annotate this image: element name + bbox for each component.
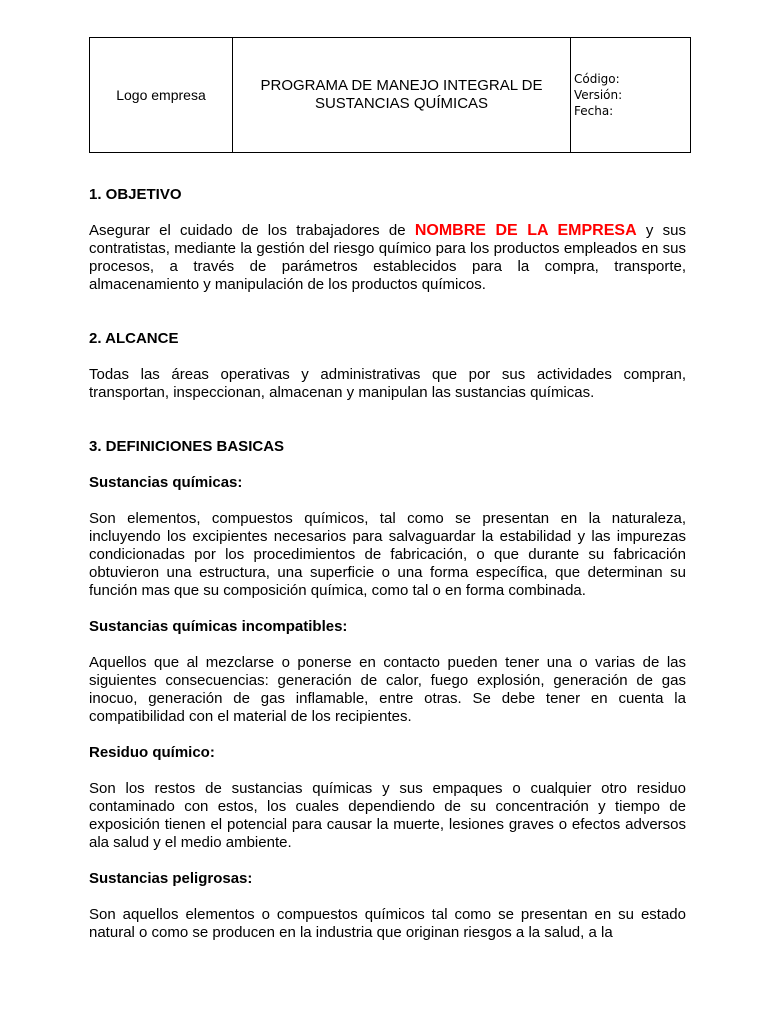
alcance-paragraph: Todas las áreas operativas y administrativas que por sus actividades compran, transportan, inspeccionan, almacenan y manipulan las sustancias químicas.: [89, 366, 686, 401]
document-page: [89, 37, 686, 942]
definition-term: Sustancias peligrosas:: [89, 870, 253, 887]
document-meta: [571, 38, 691, 153]
objetivo-text-after: y sus contratistas, mediante la gestión del riesgo químico para los productos empleados en sus procesos, a través de parámetros establecidos para la compra, transporte, almacenamiento y manipulación de los productos químicos.: [89, 222, 687, 293]
definition-text: Son aquellos elementos o compuestos químicos tal como se presentan en su estado natural o como se producen en la industria que originan riesgos a la salud, a la: [89, 906, 686, 941]
definition-term: Sustancias químicas:: [89, 474, 243, 491]
definition-text: Aquellos que al mezclarse o ponerse en contacto pueden tener una o varias de las siguientes consecuencias: generación de calor, fuego explosión, generación de gas inocuo, generación de gas inflamable, entre otras. Se debe tener en cuenta la compatibilidad con el material de los recipientes.: [89, 654, 686, 725]
fecha-label: Fecha:: [574, 104, 614, 118]
objetivo-text-before: Asegurar el cuidado de los trabajadores de: [89, 222, 415, 239]
logo-label: Logo empresa: [116, 87, 206, 103]
definition-text: Son los restos de sustancias químicas y sus empaques o cualquier otro residuo contaminado con estos, los cuales dependiendo de su concentración y tiempo de exposición tienen el potencial para causar la muerte, lesiones graves o efectos adversos ala salud y el medio ambiente.: [89, 780, 686, 851]
document-title-line-2: SUSTANCIAS QUÍMICAS: [314, 95, 489, 112]
section-heading-alcance: 2. ALCANCE: [89, 330, 179, 347]
logo-placeholder: [90, 38, 233, 153]
document-title: [233, 38, 571, 153]
version-label: Versión:: [574, 88, 623, 102]
codigo-label: Código:: [574, 72, 620, 86]
section-heading-objetivo: 1. OBJETIVO: [89, 186, 182, 203]
document-content: [89, 186, 686, 942]
document-header-table: [89, 37, 691, 153]
definition-term: Sustancias químicas incompatibles:: [89, 618, 348, 635]
document-title-line-1: PROGRAMA DE MANEJO INTEGRAL DE: [260, 77, 543, 94]
objetivo-paragraph: [89, 222, 686, 294]
section-heading-definiciones: 3. DEFINICIONES BASICAS: [89, 438, 285, 455]
definition-term: Residuo químico:: [89, 744, 215, 761]
definition-text: Son elementos, compuestos químicos, tal como se presentan en la naturaleza, incluyendo los excipientes necesarios para salvaguardar la estabilidad y las impurezas condicionadas por los procedimientos de fabricación, o que durante su fabricación obtuvieron una estructura, una superficie o una forma específica, que determinan su función mas que su composición química, como tal o en forma combinada.: [89, 510, 686, 599]
company-name-placeholder: NOMBRE DE LA EMPRESA: [414, 222, 637, 239]
